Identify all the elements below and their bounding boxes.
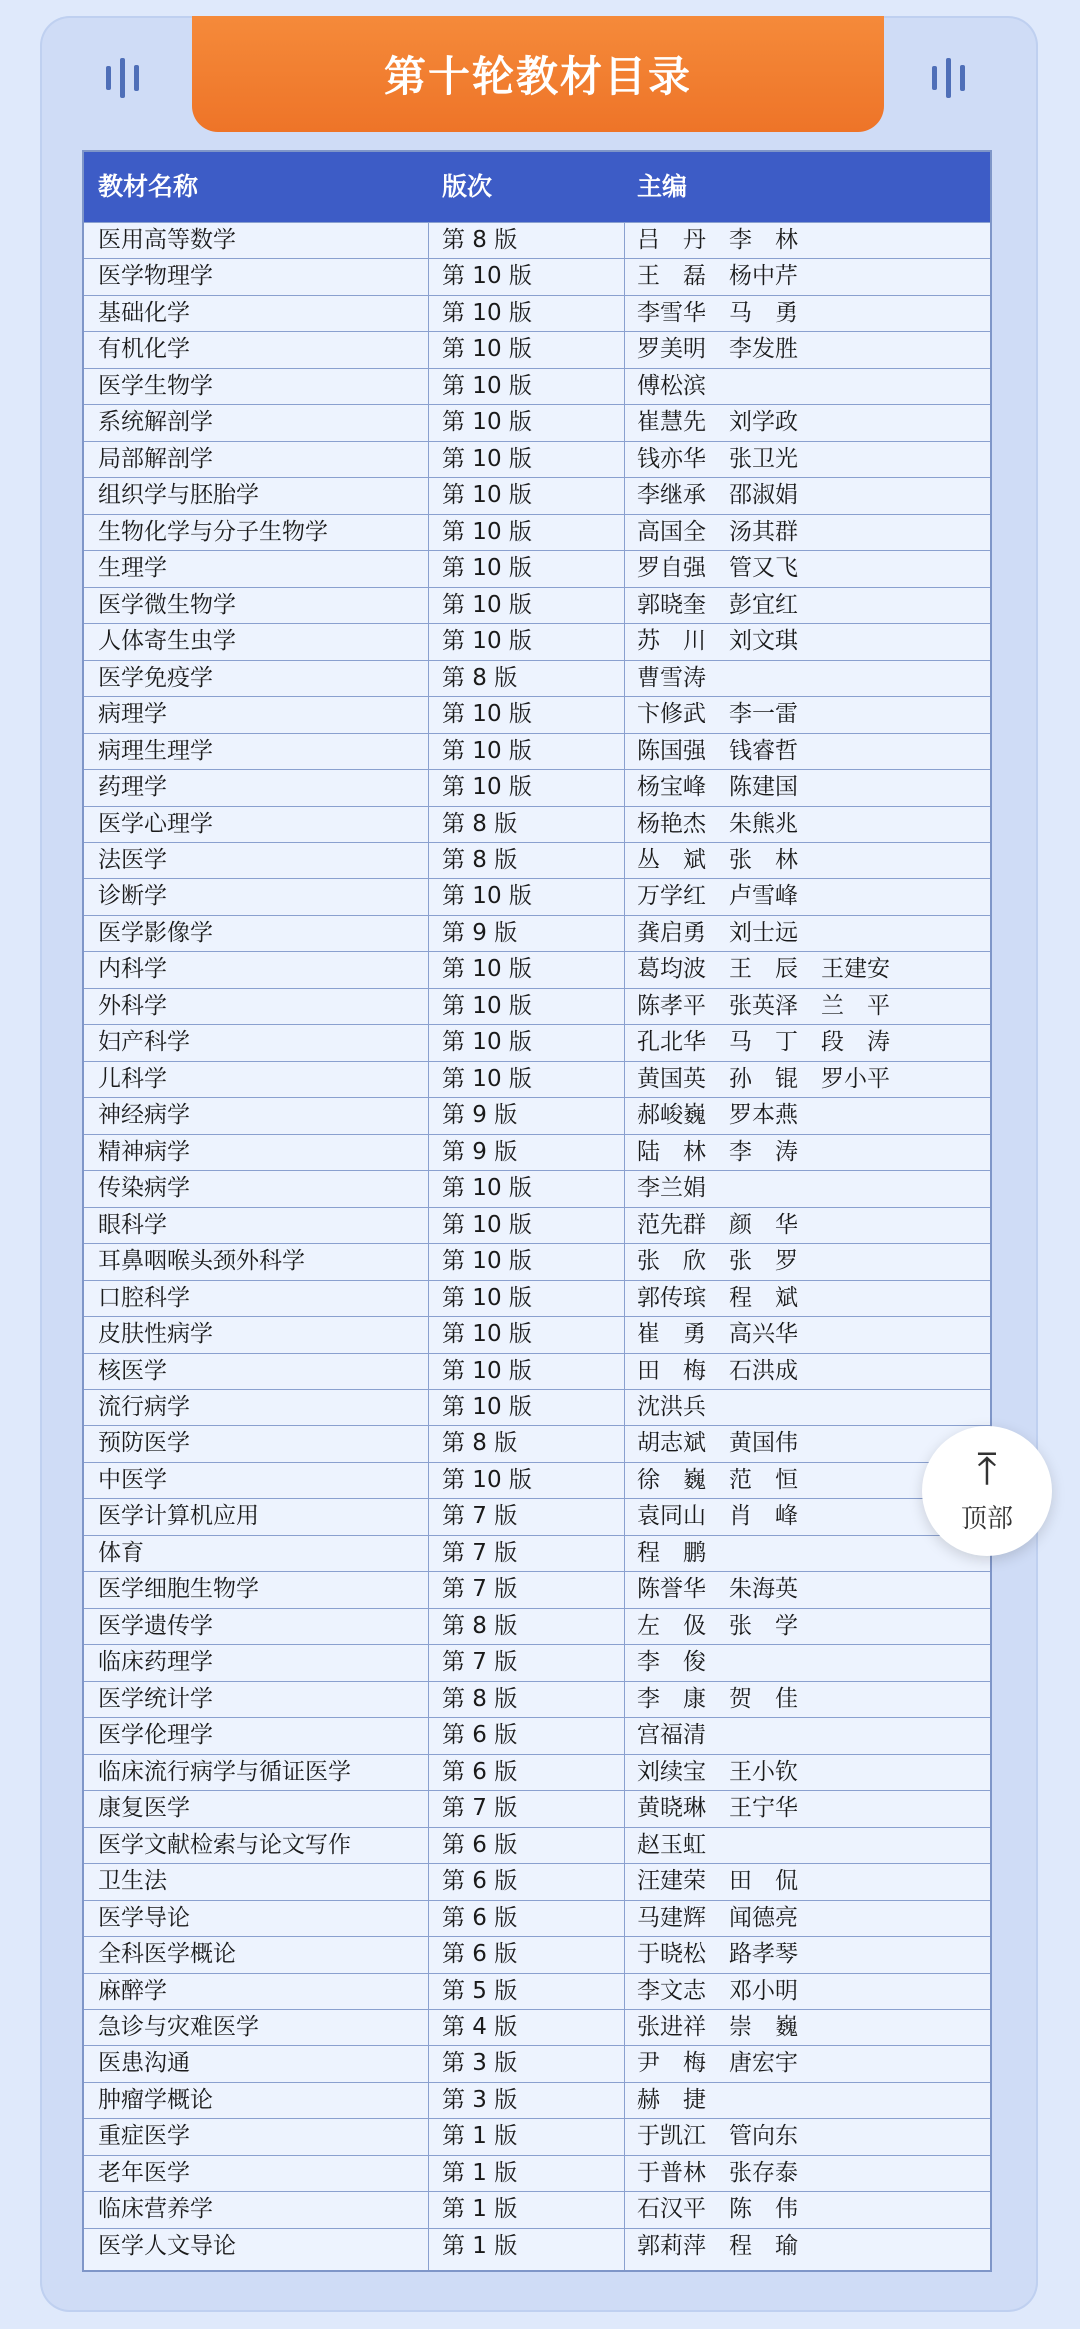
cell-edition: 第 3 版 bbox=[442, 2050, 518, 2077]
cell-textbook-name: 医学生物学 bbox=[98, 372, 213, 399]
cell-textbook-name: 医学细胞生物学 bbox=[98, 1576, 259, 1603]
table-row bbox=[84, 1170, 990, 1206]
table-row bbox=[84, 1389, 990, 1425]
catalog-table bbox=[82, 150, 992, 2272]
cell-edition: 第 10 版 bbox=[442, 1466, 532, 1493]
cell-editor: 李兰娟 bbox=[637, 1175, 706, 1202]
header-edition: 版次 bbox=[442, 172, 493, 201]
table-body bbox=[84, 222, 990, 2264]
cell-editor: 赫 捷 bbox=[637, 2086, 706, 2113]
cell-textbook-name: 临床药理学 bbox=[98, 1649, 213, 1676]
cell-textbook-name: 儿科学 bbox=[98, 1065, 167, 1092]
cell-textbook-name: 临床营养学 bbox=[98, 2196, 213, 2223]
table-row bbox=[84, 1243, 990, 1279]
table-row bbox=[84, 2155, 990, 2191]
cell-textbook-name: 医用高等数学 bbox=[98, 227, 236, 253]
cell-edition: 第 10 版 bbox=[442, 1029, 532, 1056]
cell-textbook-name: 医学导论 bbox=[98, 1904, 190, 1931]
cell-textbook-name: 妇产科学 bbox=[98, 1029, 190, 1056]
cell-editor: 郭晓奎 彭宜红 bbox=[637, 591, 798, 618]
cell-edition: 第 10 版 bbox=[442, 737, 532, 764]
cell-edition: 第 10 版 bbox=[442, 1357, 532, 1384]
table-row bbox=[84, 1571, 990, 1607]
cell-edition: 第 10 版 bbox=[442, 1248, 532, 1275]
cell-editor: 宫福清 bbox=[637, 1722, 706, 1749]
cell-edition: 第 10 版 bbox=[442, 1211, 532, 1238]
cell-editor: 左 伋 张 学 bbox=[637, 1612, 798, 1639]
cell-edition: 第 7 版 bbox=[442, 1795, 518, 1822]
cell-textbook-name: 康复医学 bbox=[98, 1795, 190, 1822]
back-to-top-button[interactable] bbox=[922, 1426, 1052, 1556]
table-row bbox=[84, 1024, 990, 1060]
cell-edition: 第 10 版 bbox=[442, 701, 532, 728]
table-row bbox=[84, 623, 990, 659]
table-row bbox=[84, 331, 990, 367]
table-row bbox=[84, 1535, 990, 1571]
cell-edition: 第 7 版 bbox=[442, 1576, 518, 1603]
cell-edition: 第 7 版 bbox=[442, 1539, 518, 1566]
cell-edition: 第 10 版 bbox=[442, 1065, 532, 1092]
table-row bbox=[84, 660, 990, 696]
table-row bbox=[84, 1936, 990, 1972]
table-row bbox=[84, 1717, 990, 1753]
table-row bbox=[84, 222, 990, 258]
cell-editor: 高国全 汤其群 bbox=[637, 518, 798, 545]
cell-textbook-name: 预防医学 bbox=[98, 1430, 190, 1457]
cell-edition: 第 10 版 bbox=[442, 591, 532, 618]
column-divider bbox=[624, 222, 625, 2270]
cell-edition: 第 6 版 bbox=[442, 1722, 518, 1749]
cell-edition: 第 8 版 bbox=[442, 1685, 518, 1712]
cell-editor: 万学红 卢雪峰 bbox=[637, 883, 798, 910]
cell-editor: 刘续宝 王小钦 bbox=[637, 1758, 798, 1785]
cell-editor: 汪建荣 田 侃 bbox=[637, 1868, 798, 1895]
table-row bbox=[84, 1681, 990, 1717]
cell-textbook-name: 麻醉学 bbox=[98, 1977, 167, 2004]
back-to-top-label: 顶部 bbox=[960, 1503, 1013, 1534]
cell-edition: 第 8 版 bbox=[442, 810, 518, 837]
cell-edition: 第 8 版 bbox=[442, 1612, 518, 1639]
table-row bbox=[84, 514, 990, 550]
table-row bbox=[84, 2228, 990, 2264]
cell-editor: 王 磊 杨中芹 bbox=[637, 263, 798, 290]
table-row bbox=[84, 1316, 990, 1352]
cell-textbook-name: 病理生理学 bbox=[98, 737, 213, 764]
table-row bbox=[84, 1790, 990, 1826]
table-row bbox=[84, 1827, 990, 1863]
cell-edition: 第 6 版 bbox=[442, 1941, 518, 1968]
cell-edition: 第 5 版 bbox=[442, 1977, 518, 2004]
cell-edition: 第 10 版 bbox=[442, 299, 532, 326]
cell-edition: 第 10 版 bbox=[442, 992, 532, 1019]
table-row bbox=[84, 1061, 990, 1097]
header-textbook-name: 教材名称 bbox=[98, 172, 199, 201]
cell-editor: 苏 川 刘文琪 bbox=[637, 628, 798, 655]
table-row bbox=[84, 1353, 990, 1389]
cell-editor: 石汉平 陈 伟 bbox=[637, 2196, 798, 2223]
cell-edition: 第 6 版 bbox=[442, 1904, 518, 1931]
cell-textbook-name: 体育 bbox=[98, 1539, 144, 1566]
table-row bbox=[84, 1900, 990, 1936]
table-row bbox=[84, 2045, 990, 2081]
cell-editor: 郝峻巍 罗本燕 bbox=[637, 1102, 798, 1129]
cell-editor: 李 俊 bbox=[637, 1649, 706, 1676]
cell-textbook-name: 肿瘤学概论 bbox=[98, 2086, 213, 2113]
cell-editor: 沈洪兵 bbox=[637, 1394, 706, 1420]
cell-editor: 崔 勇 高兴华 bbox=[637, 1321, 798, 1348]
cell-edition: 第 9 版 bbox=[442, 1138, 518, 1165]
cell-editor: 陈国强 钱睿哲 bbox=[637, 737, 798, 764]
cell-editor: 孔北华 马 丁 段 涛 bbox=[637, 1029, 890, 1056]
cell-textbook-name: 生理学 bbox=[98, 555, 167, 582]
cell-edition: 第 9 版 bbox=[442, 1102, 518, 1129]
cell-textbook-name: 医学心理学 bbox=[98, 810, 213, 837]
cell-textbook-name: 基础化学 bbox=[98, 299, 190, 326]
cell-textbook-name: 口腔科学 bbox=[98, 1284, 190, 1311]
cell-edition: 第 10 版 bbox=[442, 1284, 532, 1311]
table-row bbox=[84, 404, 990, 440]
cell-edition: 第 1 版 bbox=[442, 2232, 518, 2259]
cell-edition: 第 1 版 bbox=[442, 2159, 518, 2186]
cell-textbook-name: 核医学 bbox=[98, 1357, 167, 1384]
cell-edition: 第 10 版 bbox=[442, 555, 532, 582]
cell-editor: 徐 巍 范 恒 bbox=[637, 1466, 798, 1493]
cell-editor: 袁同山 肖 峰 bbox=[637, 1503, 798, 1530]
cell-textbook-name: 精神病学 bbox=[98, 1138, 190, 1165]
cell-edition: 第 10 版 bbox=[442, 774, 532, 801]
cell-edition: 第 1 版 bbox=[442, 2196, 518, 2223]
cell-edition: 第 3 版 bbox=[442, 2086, 518, 2113]
cell-edition: 第 8 版 bbox=[442, 1430, 518, 1457]
decorative-bars-left-icon bbox=[106, 58, 139, 98]
table-row bbox=[84, 1754, 990, 1790]
cell-textbook-name: 中医学 bbox=[98, 1466, 167, 1493]
cell-edition: 第 8 版 bbox=[442, 227, 518, 253]
cell-editor: 马建辉 闻德亮 bbox=[637, 1904, 798, 1931]
cell-editor: 黄国英 孙 锟 罗小平 bbox=[637, 1065, 890, 1092]
cell-editor: 杨宝峰 陈建国 bbox=[637, 774, 798, 801]
table-row bbox=[84, 1863, 990, 1899]
cell-editor: 曹雪涛 bbox=[637, 664, 706, 691]
cell-editor: 于凯江 管向东 bbox=[637, 2123, 798, 2150]
cell-editor: 崔慧先 刘学政 bbox=[637, 409, 798, 436]
table-row bbox=[84, 550, 990, 586]
table-row bbox=[84, 441, 990, 477]
cell-edition: 第 10 版 bbox=[442, 956, 532, 983]
cell-editor: 范先群 颜 华 bbox=[637, 1211, 798, 1238]
table-row bbox=[84, 915, 990, 951]
table-row bbox=[84, 368, 990, 404]
cell-textbook-name: 临床流行病学与循证医学 bbox=[98, 1758, 351, 1785]
cell-edition: 第 10 版 bbox=[442, 482, 532, 509]
table-row bbox=[84, 1425, 990, 1461]
cell-textbook-name: 医患沟通 bbox=[98, 2050, 190, 2077]
cell-textbook-name: 有机化学 bbox=[98, 336, 190, 363]
table-row bbox=[84, 1644, 990, 1680]
cell-textbook-name: 医学物理学 bbox=[98, 263, 213, 290]
cell-textbook-name: 流行病学 bbox=[98, 1394, 190, 1420]
cell-editor: 李 康 贺 佳 bbox=[637, 1685, 798, 1712]
table-row bbox=[84, 477, 990, 513]
cell-textbook-name: 人体寄生虫学 bbox=[98, 628, 236, 655]
cell-edition: 第 10 版 bbox=[442, 263, 532, 290]
cell-editor: 赵玉虹 bbox=[637, 1831, 706, 1858]
cell-edition: 第 10 版 bbox=[442, 1394, 532, 1420]
cell-edition: 第 7 版 bbox=[442, 1649, 518, 1676]
cell-textbook-name: 医学计算机应用 bbox=[98, 1503, 259, 1530]
cell-textbook-name: 医学人文导论 bbox=[98, 2232, 236, 2259]
cell-editor: 李继承 邵淑娟 bbox=[637, 482, 798, 509]
table-row bbox=[84, 587, 990, 623]
cell-textbook-name: 医学统计学 bbox=[98, 1685, 213, 1712]
table-row bbox=[84, 842, 990, 878]
cell-edition: 第 10 版 bbox=[442, 1175, 532, 1202]
cell-edition: 第 10 版 bbox=[442, 372, 532, 399]
cell-editor: 张 欣 张 罗 bbox=[637, 1248, 798, 1275]
arrow-up-to-top-icon: ⤒ bbox=[977, 1443, 997, 1495]
table-row bbox=[84, 2009, 990, 2045]
cell-editor: 杨艳杰 朱熊兆 bbox=[637, 810, 798, 837]
table-row bbox=[84, 951, 990, 987]
cell-editor: 李文志 邓小明 bbox=[637, 1977, 798, 2004]
cell-editor: 丛 斌 张 林 bbox=[637, 846, 798, 873]
table-row bbox=[84, 769, 990, 805]
cell-textbook-name: 药理学 bbox=[98, 774, 167, 801]
table-row bbox=[84, 1134, 990, 1170]
column-divider bbox=[428, 222, 429, 2270]
table-row bbox=[84, 2118, 990, 2154]
cell-textbook-name: 重症医学 bbox=[98, 2123, 190, 2150]
cell-editor: 陈誉华 朱海英 bbox=[637, 1576, 798, 1603]
cell-textbook-name: 神经病学 bbox=[98, 1102, 190, 1129]
table-row bbox=[84, 1462, 990, 1498]
cell-editor: 卞修武 李一雷 bbox=[637, 701, 798, 728]
table-row bbox=[84, 1973, 990, 2009]
cell-editor: 龚启勇 刘士远 bbox=[637, 919, 798, 946]
table-row bbox=[84, 258, 990, 294]
cell-editor: 于晓松 路孝琴 bbox=[637, 1941, 798, 1968]
table-row bbox=[84, 1097, 990, 1133]
cell-edition: 第 8 版 bbox=[442, 664, 518, 691]
cell-edition: 第 10 版 bbox=[442, 336, 532, 363]
cell-edition: 第 10 版 bbox=[442, 883, 532, 910]
cell-editor: 傅松滨 bbox=[637, 372, 706, 399]
table-row bbox=[84, 2191, 990, 2227]
cell-textbook-name: 传染病学 bbox=[98, 1175, 190, 1202]
cell-edition: 第 10 版 bbox=[442, 518, 532, 545]
cell-editor: 田 梅 石洪成 bbox=[637, 1357, 798, 1384]
table-row bbox=[84, 295, 990, 331]
table-row bbox=[84, 1280, 990, 1316]
table-row bbox=[84, 1498, 990, 1534]
cell-edition: 第 6 版 bbox=[442, 1758, 518, 1785]
cell-textbook-name: 眼科学 bbox=[98, 1211, 167, 1238]
cell-textbook-name: 医学文献检索与论文写作 bbox=[98, 1831, 351, 1858]
page-title: 第十轮教材目录 bbox=[192, 16, 884, 132]
cell-edition: 第 6 版 bbox=[442, 1868, 518, 1895]
cell-textbook-name: 局部解剖学 bbox=[98, 445, 213, 472]
cell-textbook-name: 医学微生物学 bbox=[98, 591, 236, 618]
cell-textbook-name: 皮肤性病学 bbox=[98, 1321, 213, 1348]
cell-edition: 第 10 版 bbox=[442, 445, 532, 472]
cell-editor: 尹 梅 唐宏宇 bbox=[637, 2050, 798, 2077]
cell-editor: 程 鹏 bbox=[637, 1539, 706, 1566]
cell-editor: 胡志斌 黄国伟 bbox=[637, 1430, 798, 1457]
cell-editor: 陈孝平 张英泽 兰 平 bbox=[637, 992, 890, 1019]
cell-textbook-name: 生物化学与分子生物学 bbox=[98, 518, 328, 545]
cell-textbook-name: 全科医学概论 bbox=[98, 1941, 236, 1968]
table-row bbox=[84, 2082, 990, 2118]
cell-editor: 李雪华 马 勇 bbox=[637, 299, 798, 326]
cell-textbook-name: 医学伦理学 bbox=[98, 1722, 213, 1749]
cell-edition: 第 7 版 bbox=[442, 1503, 518, 1530]
cell-textbook-name: 急诊与灾难医学 bbox=[98, 2013, 259, 2040]
cell-editor: 钱亦华 张卫光 bbox=[637, 445, 798, 472]
cell-textbook-name: 内科学 bbox=[98, 956, 167, 983]
cell-textbook-name: 诊断学 bbox=[98, 883, 167, 910]
table-row bbox=[84, 696, 990, 732]
cell-edition: 第 1 版 bbox=[442, 2123, 518, 2150]
cell-textbook-name: 卫生法 bbox=[98, 1868, 167, 1895]
cell-editor: 郭莉萍 程 瑜 bbox=[637, 2232, 798, 2259]
table-row bbox=[84, 988, 990, 1024]
cell-textbook-name: 组织学与胚胎学 bbox=[98, 482, 259, 509]
cell-edition: 第 8 版 bbox=[442, 846, 518, 873]
cell-textbook-name: 医学遗传学 bbox=[98, 1612, 213, 1639]
table-row bbox=[84, 878, 990, 914]
cell-editor: 罗美明 李发胜 bbox=[637, 336, 798, 363]
cell-editor: 郭传瑸 程 斌 bbox=[637, 1284, 798, 1311]
table-row bbox=[84, 1207, 990, 1243]
cell-edition: 第 4 版 bbox=[442, 2013, 518, 2040]
cell-editor: 陆 林 李 涛 bbox=[637, 1138, 798, 1165]
cell-edition: 第 9 版 bbox=[442, 919, 518, 946]
decorative-bars-right-icon bbox=[932, 58, 965, 98]
table-row bbox=[84, 806, 990, 842]
cell-textbook-name: 病理学 bbox=[98, 701, 167, 728]
cell-textbook-name: 外科学 bbox=[98, 992, 167, 1019]
cell-textbook-name: 医学影像学 bbox=[98, 919, 213, 946]
cell-textbook-name: 医学免疫学 bbox=[98, 664, 213, 691]
cell-textbook-name: 老年医学 bbox=[98, 2159, 190, 2186]
table-row bbox=[84, 733, 990, 769]
table-header bbox=[84, 152, 990, 222]
table-row bbox=[84, 1608, 990, 1644]
cell-edition: 第 10 版 bbox=[442, 628, 532, 655]
cell-edition: 第 10 版 bbox=[442, 1321, 532, 1348]
cell-edition: 第 10 版 bbox=[442, 409, 532, 436]
cell-editor: 于普林 张存泰 bbox=[637, 2159, 798, 2186]
cell-textbook-name: 耳鼻咽喉头颈外科学 bbox=[98, 1248, 305, 1275]
cell-editor: 吕 丹 李 林 bbox=[637, 227, 798, 253]
cell-editor: 葛均波 王 辰 王建安 bbox=[637, 956, 890, 983]
cell-edition: 第 6 版 bbox=[442, 1831, 518, 1858]
cell-editor: 罗自强 管又飞 bbox=[637, 555, 798, 582]
header-editor: 主编 bbox=[637, 172, 688, 201]
cell-textbook-name: 法医学 bbox=[98, 846, 167, 873]
cell-editor: 黄晓琳 王宁华 bbox=[637, 1795, 798, 1822]
cell-textbook-name: 系统解剖学 bbox=[98, 409, 213, 436]
cell-editor: 张进祥 崇 巍 bbox=[637, 2013, 798, 2040]
